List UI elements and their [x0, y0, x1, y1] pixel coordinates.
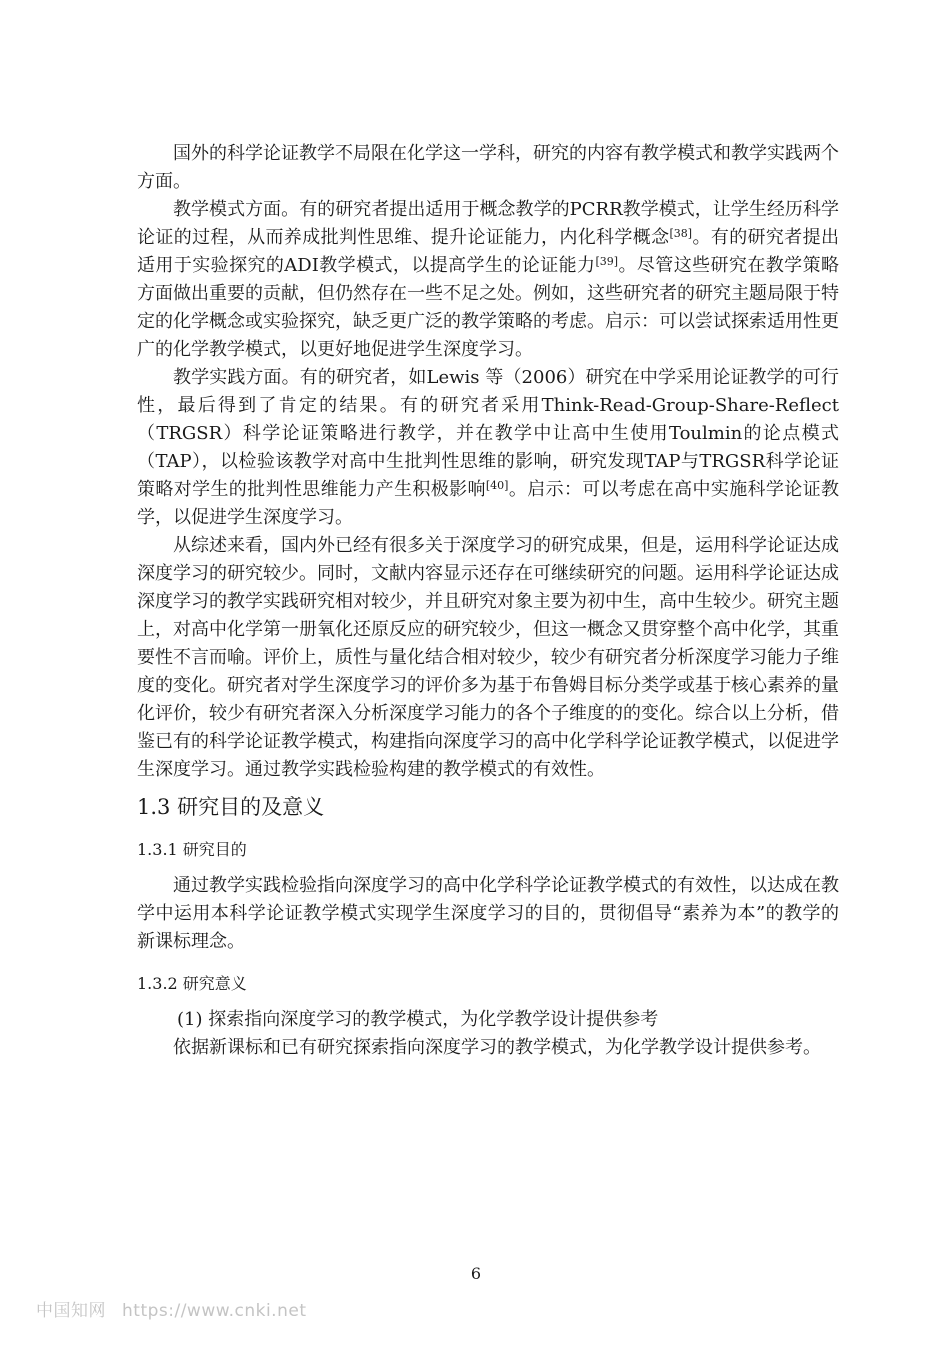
- citation-39: [39]: [595, 255, 619, 268]
- paragraph-text: 教学模式方面。有的研究者提出适用于概念教学的PCRR教学模式，让学生经历科学论证的过程，从而养成批判性思维、提升论证能力，内化科学概念: [137, 199, 839, 248]
- list-item-1: (1) 探索指向深度学习的教学模式，为化学教学设计提供参考: [177, 1009, 659, 1030]
- subsection-heading-1-3-2: 1.3.2 研究意义: [137, 974, 247, 993]
- section-heading-1-3: 1.3 研究目的及意义: [137, 795, 325, 819]
- paragraph-summary: 从综述来看，国内外已经有很多关于深度学习的研究成果，但是，运用科学论证达成深度学习的研究较少。同时，文献内容显示还存在可继续研究的问题。运用科学论证达成深度学习的教学实践研究相对较少，并且研究对象主要为初中生，高中生较少。研究主题上，对高中化学第一册氧化还原反应的研究较少，但这一概念又贯穿整个高中化学，其重要性不言而喻。评价上，质性与量化结合相对较少，较少有研究者分析深度学习能力子维度的变化。研究者对学生深度学习的评价多为基于布鲁姆目标分类学或基于核心素养的量化评价，较少有研究者深入分析深度学习能力的各个子维度的的变化。综合以上分析，借鉴已有的科学论证教学模式，构建指向深度学习的高中化学科学论证教学模式，以促进学生深度学习。通过教学实践检验构建的教学模式的有效性。: [137, 535, 839, 780]
- page-number: 6: [470, 1264, 482, 1283]
- watermark-brand: 中国知网: [36, 1301, 106, 1321]
- paragraph-text: 教学实践方面。有的研究者，如Lewis 等（2006）研究在中学采用论证教学的可行性，最后得到了肯定的结果。有的研究者采用Think-Read-Group-Share-Reflect（TRGSR）科学论证策略进行教学，并在教学中让高中生使用Toulmin的论点模式（TAP），以检验该教学对高中生批判性思维的影响，研究发现TAP与TRGSR科学论证策略对学生的批判性思维能力产生积极影响: [137, 367, 839, 500]
- paragraph-research-purpose: 通过教学实践检验指向深度学习的高中化学科学论证教学模式的有效性，以达成在教学中运用本科学论证教学模式实现学生深度学习的目的，贯彻倡导“素养为本”的教学的新课标理念。: [137, 875, 839, 952]
- watermark-url: https://www.cnki.net: [122, 1301, 307, 1321]
- paragraph-teaching-model: [137, 196, 839, 364]
- paragraph-text: 。启示：可以考虑在高中实施科学论证教学，以促进学生深度学习。: [137, 479, 840, 528]
- citation-40: [40]: [485, 479, 509, 492]
- paragraph-foreign-overview: 国外的科学论证教学不局限在化学这一学科，研究的内容有教学模式和教学实践两个方面。: [137, 143, 839, 192]
- paragraph-research-significance: 依据新课标和已有研究探索指向深度学习的教学模式，为化学教学设计提供参考。: [173, 1037, 821, 1058]
- paragraph-text: 。尽管这些研究在教学策略方面做出重要的贡献，但仍然存在一些不足之处。例如，这些研究者的研究主题局限于特定的化学概念或实验探究，缺乏更广泛的教学策略的考虑。启示：可以尝试探索适用性更广的化学教学模式，以更好地促进学生深度学习。: [137, 255, 839, 360]
- subsection-heading-1-3-1: 1.3.1 研究目的: [137, 840, 247, 859]
- citation-38: [38]: [669, 227, 693, 240]
- page-body: [137, 140, 839, 1062]
- cnki-watermark: [36, 1296, 306, 1321]
- paragraph-text: 。有的研究者提出适用于实验探究的ADI教学模式，以提高学生的论证能力: [137, 227, 840, 276]
- paragraph-teaching-practice: [137, 364, 839, 532]
